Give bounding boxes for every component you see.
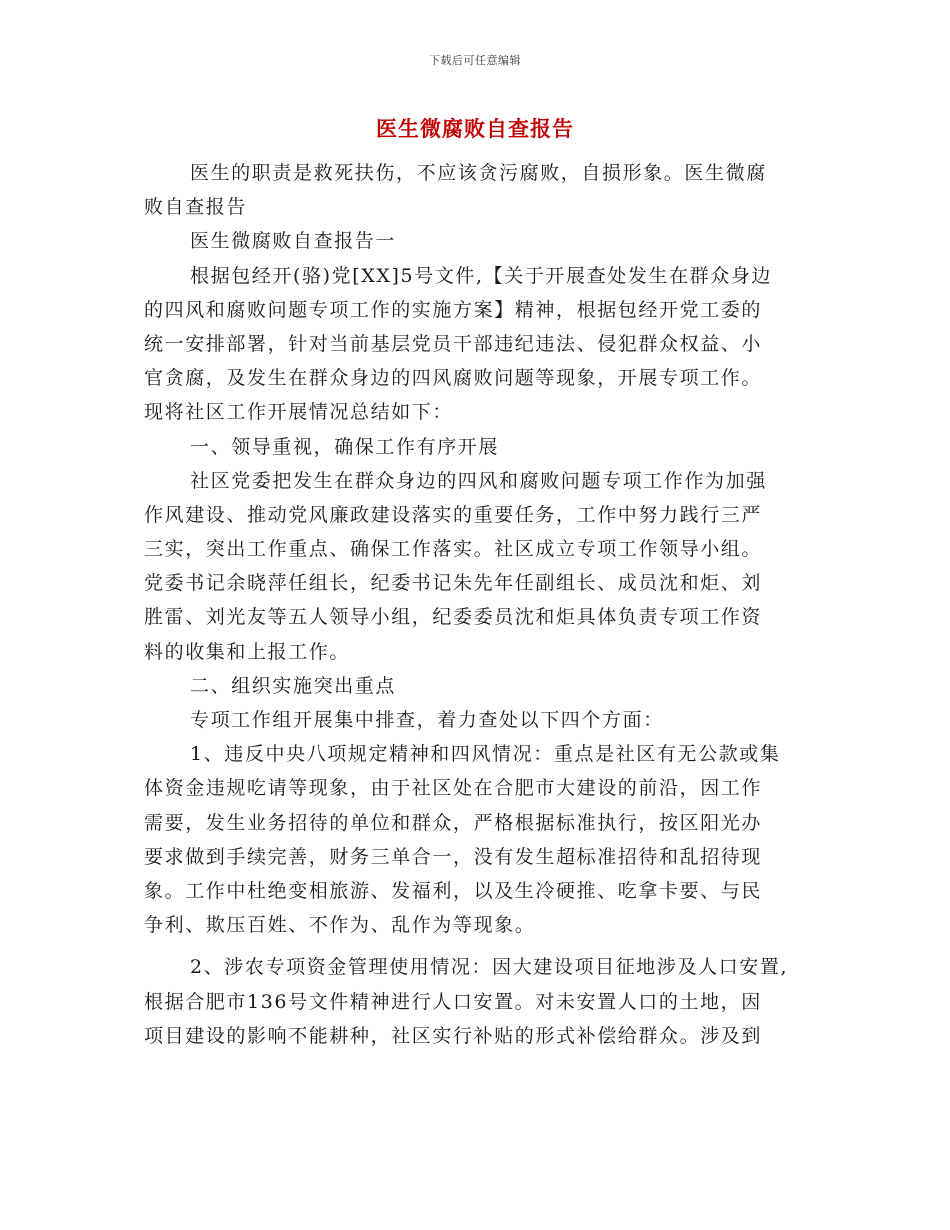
text-line: 要求做到手续完善，财务三单合一，没有发生超标准招待和乱招待现: [144, 845, 763, 868]
text-line: 医生微腐败自查报告一: [190, 230, 397, 253]
text-line: 需要，发生业务招待的单位和群众，严格根据标准执行，按区阳光办: [144, 811, 763, 834]
text-line: 二、组织实施突出重点: [190, 674, 397, 697]
text-line: 社区党委把发生在群众身边的四风和腐败问题专项工作作为加强: [190, 469, 767, 492]
text-line: 作风建设、推动党风廉政建设落实的重要任务，工作中努力践行三严: [144, 503, 763, 526]
text-line: 争利、欺压百姓、不作为、乱作为等现象。: [144, 914, 536, 937]
text-line: 象。工作中杜绝变相旅游、发福利，以及生冷硬推、吃拿卡要、与民: [144, 879, 763, 902]
text-line: 医生的职责是救死扶伤，不应该贪污腐败，自损形象。医生微腐: [190, 162, 767, 184]
header-note: 下载后可任意编辑: [429, 54, 521, 67]
text-line: 党委书记余晓萍任组长，纪委书记朱先年任副组长、成员沈和炬、刘: [144, 572, 763, 595]
text-line: 的四风和腐败问题专项工作的实施方案】精神，根据包经开党工委的: [144, 298, 763, 321]
text-line: 体资金违规吃请等现象，由于社区处在合肥市大建设的前沿，因工作: [144, 777, 763, 800]
text-line: 败自查报告: [144, 196, 248, 219]
text-line: 项目建设的影响不能耕种，社区实行补贴的形式补偿给群众。涉及到: [144, 1024, 763, 1047]
text-line: 料的收集和上报工作。: [144, 640, 351, 663]
text-line: 胜雷、刘光友等五人领导小组，纪委委员沈和炬具体负责专项工作资: [144, 606, 763, 629]
text-line: 根据合肥市136号文件精神进行人口安置。对未安置人口的土地，因: [144, 990, 762, 1013]
text-line: 现将社区工作开展情况总结如下：: [144, 401, 454, 424]
text-line: 统一安排部署，针对当前基层党员干部违纪违法、侵犯群众权益、小: [144, 332, 763, 355]
text-line: 一、领导重视，确保工作有序开展: [190, 435, 500, 458]
text-line: 2、涉农专项资金管理使用情况：因大建设项目征地涉及人口安置,: [190, 956, 789, 979]
document-body: [144, 156, 824, 1053]
document-title: 医生微腐败自查报告: [376, 116, 574, 141]
text-line: 三实，突出工作重点、确保工作落实。社区成立专项工作领导小组。: [144, 538, 763, 561]
text-line: 专项工作组开展集中排查，着力查处以下四个方面：: [190, 709, 664, 731]
text-line: 官贪腐，及发生在群众身边的四风腐败问题等现象，开展专项工作。: [144, 367, 763, 390]
text-line: 1、违反中央八项规定精神和四风情况：重点是社区有无公款或集: [190, 743, 781, 766]
text-line: 根据包经开(骆)党[XX]5号文件,【关于开展查处发生在群众身边: [190, 264, 773, 287]
paragraph-gap: [144, 942, 824, 950]
